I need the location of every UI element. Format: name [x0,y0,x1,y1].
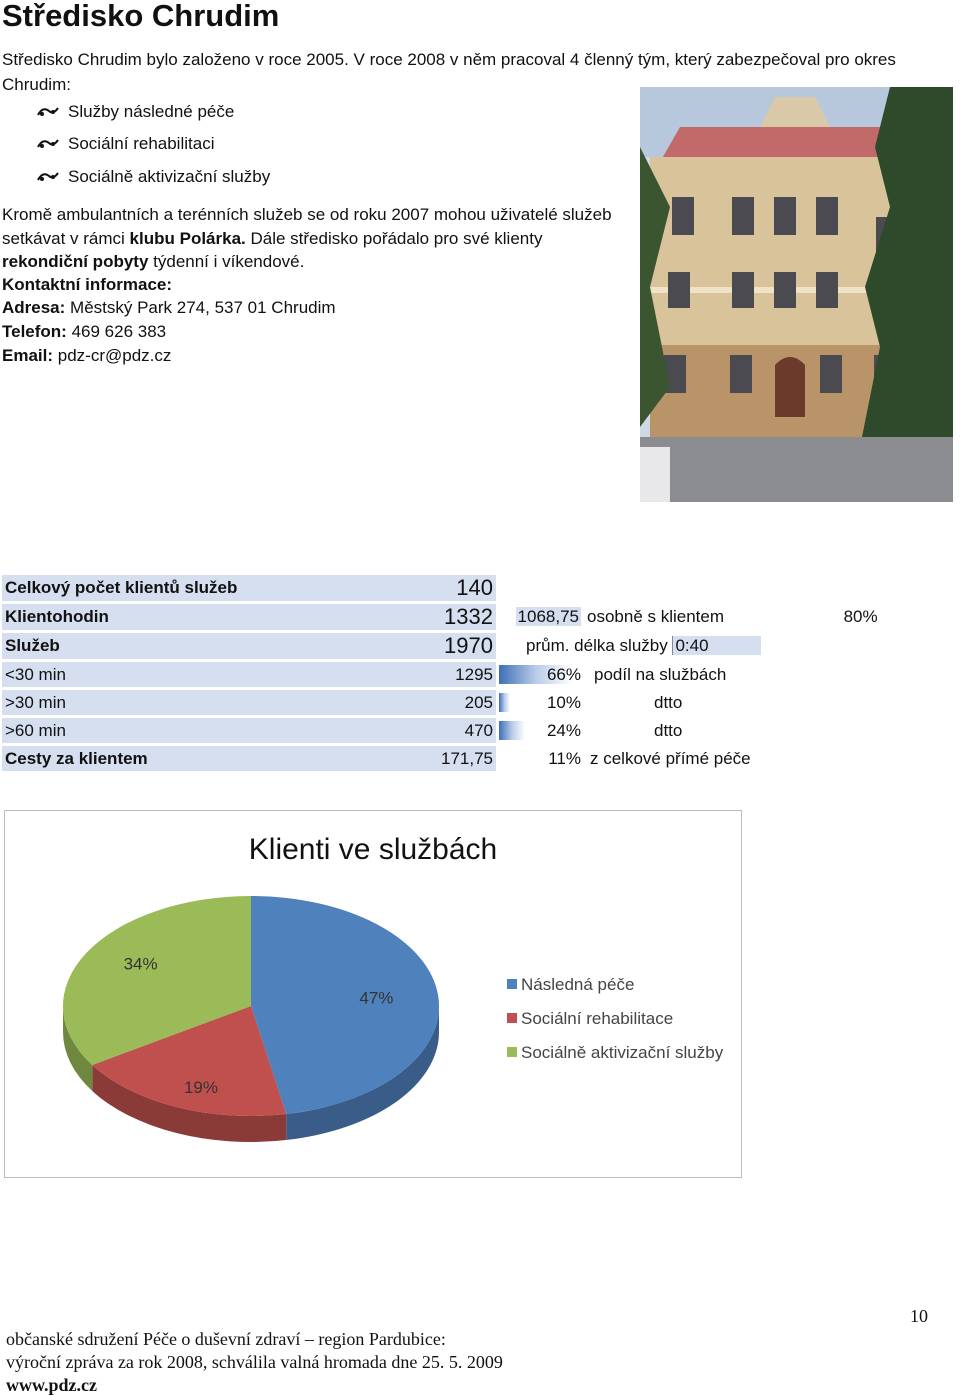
leaf-bullet-icon [36,137,60,151]
services-label: Služeb [2,633,410,659]
legend-label: Sociální rehabilitace [521,1009,674,1028]
service-item [36,102,234,122]
legend-swatch [507,1013,517,1023]
services-value: 1970 [410,633,496,659]
service-label: Sociálně aktivizační služby [68,167,271,186]
table-row [2,604,881,630]
avg-duration-value: 0:40 [672,636,760,655]
pie-data-label: 34% [123,954,158,974]
table-row [2,575,881,601]
pie-data-label: 47% [359,988,394,1008]
pie-data-label: 19% [183,1077,218,1097]
legend-swatch [507,1047,517,1057]
client-hours-label: Klientohodin [2,604,410,630]
footer-website[interactable]: www.pdz.cz [6,1375,97,1395]
statistics-table [2,572,881,774]
trips-value: 171,75 [410,746,496,771]
row-value: 205 [410,690,496,715]
legend-swatch [507,979,517,989]
chart-title: Klienti ve službách [248,833,498,866]
table-row [2,746,881,771]
total-clients-label: Celkový počet klientů služeb [2,575,410,601]
table-row [2,718,881,743]
row-label: >60 min [2,718,410,743]
service-item [36,167,270,187]
row-value: 1295 [410,662,496,687]
contact-email[interactable]: Email: pdz-cr@pdz.cz [2,346,172,365]
contact-phone: Telefon: 469 626 383 [2,322,167,341]
service-label: Sociální rehabilitaci [68,134,215,153]
page-title: Středisko Chrudim [2,0,280,33]
intro-text: Středisko Chrudim bylo založeno v roce 2005. V roce 2008 v něm pracoval 4 členný tým, který zabezpečoval pro okres Chrudim: [2,50,896,94]
pie-chart [4,810,742,1178]
service-label: Služby následné péče [68,102,235,121]
legend-label: Následná péče [521,975,635,994]
row-value: 470 [410,718,496,743]
contact-address: Adresa: Městský Park 274, 537 01 Chrudim [2,298,336,317]
share-bar [499,721,525,740]
personal-hours-value: 1068,75 [517,607,579,626]
trips-label: Cesty za klientem [2,746,410,771]
footer-line: občanské sdružení Péče o duševní zdraví – region Pardubice: [6,1329,446,1349]
page-number: 10 [910,1306,928,1326]
description-paragraph: Kromě ambulantních a terénních služeb se od roku 2007 mohou uživatelé služeb setkávat v rámci klubu Polárka. Dále středisko pořádalo pro své klienty rekondiční pobyty týdenní i víkendové. [2,205,612,271]
row-pct: 24% [546,720,581,740]
avg-duration: prům. délka služby 0:40 [496,633,764,659]
leaf-bullet-icon [36,170,60,184]
row-pct: 66% [546,664,581,684]
row-desc: dtto [654,692,683,712]
trips-pct: 11% [548,748,581,768]
total-clients-value: 140 [410,575,496,601]
legend-label: Sociálně aktivizační služby [521,1043,724,1062]
trips-desc: z celkové přímé péče [590,748,751,768]
pie-chart-svg [5,811,741,1177]
client-hours-value: 1332 [410,604,496,630]
row-desc: dtto [654,720,683,740]
footer-line: výroční zpráva za rok 2008, schválila valná hromada dne 25. 5. 2009 [6,1352,503,1372]
leaf-bullet-icon [36,105,60,119]
personal-hours-label: osobně s klientem [587,607,725,626]
row-pct: 10% [546,692,581,712]
table-row [2,633,881,659]
personal-hours-pct: 80% [843,607,878,626]
contact-heading: Kontaktní informace: [2,275,173,294]
service-item [36,134,214,154]
building-photo [640,87,953,502]
table-row [2,662,881,687]
row-label: <30 min [2,662,410,687]
row-label: >30 min [2,690,410,715]
table-row [2,690,881,715]
row-desc: podíl na službách [594,664,727,684]
share-bar [499,693,510,712]
